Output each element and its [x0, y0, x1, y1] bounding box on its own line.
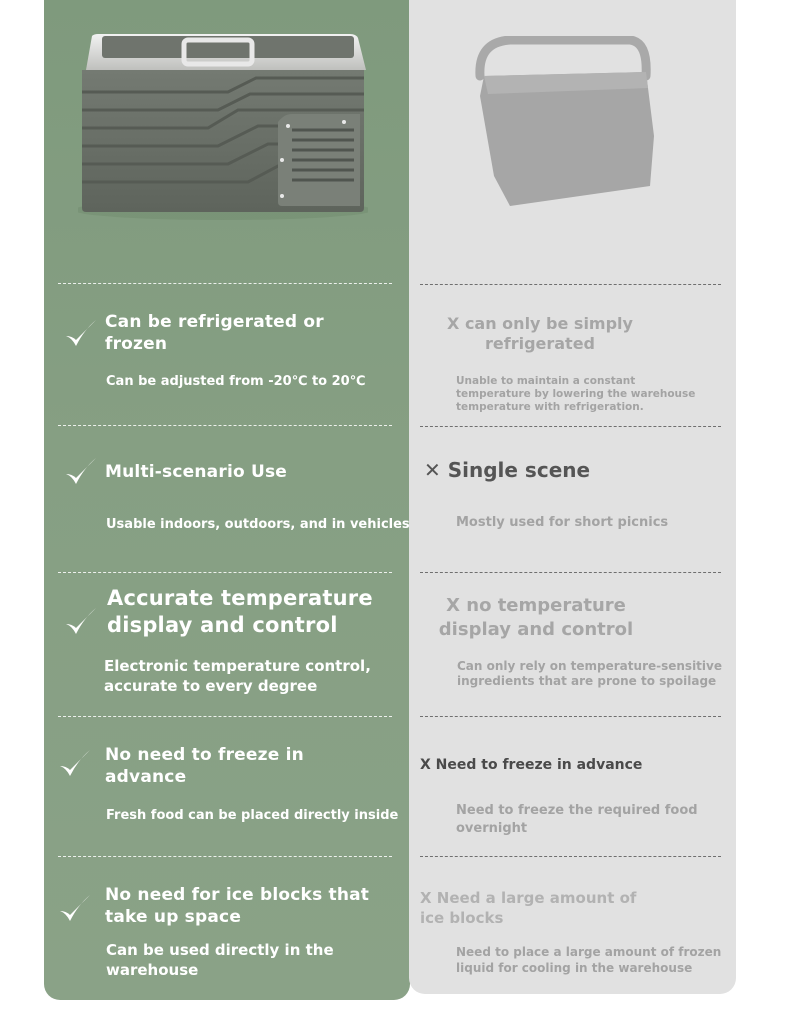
row-divider — [420, 856, 721, 857]
limitation-description: Can only rely on temperature-sensitive ingredients that are prone to spoilage — [457, 659, 722, 688]
limitation-description: Mostly used for short picnics — [456, 515, 669, 530]
limitation-title: X no temperature display and control — [438, 595, 634, 640]
limitation-description: Need to freeze the required food overnight — [456, 803, 698, 836]
row-divider — [420, 716, 721, 717]
row-divider — [58, 716, 392, 717]
row-divider — [420, 284, 721, 285]
row-divider — [420, 426, 721, 427]
x-icon: ✕ — [424, 458, 441, 482]
feature-description: Can be adjusted from -20℃ to 20℃ — [106, 374, 366, 389]
limitation-title — [424, 458, 590, 482]
check-icon — [64, 318, 98, 352]
row-divider — [58, 572, 392, 573]
feature-title: Accurate temperature display and control — [107, 586, 373, 637]
limitation-title: X can only be simply refrigerated — [447, 314, 633, 353]
feature-description: Fresh food can be placed directly inside — [106, 808, 399, 823]
limitation-title: X Need to freeze in advance — [420, 757, 643, 773]
check-icon — [58, 748, 92, 782]
row-divider — [58, 283, 392, 284]
conventional-cooler-image — [470, 36, 660, 211]
limitation-title-text: Single scene — [447, 458, 591, 482]
limitation-description: Need to place a large amount of frozen liquid for cooling in the warehouse — [456, 945, 722, 975]
feature-title: No need to freeze in advance — [105, 745, 304, 787]
feature-title: Multi-scenario Use — [105, 462, 288, 482]
limitation-title: X Need a large amount of ice blocks — [420, 889, 637, 927]
row-divider — [58, 856, 392, 857]
feature-description: Electronic temperature control, accurate to every degree — [104, 657, 371, 695]
limitation-description: Unable to maintain a constant temperature by lowering the warehouse temperature with refrigeration. — [456, 375, 696, 413]
check-icon — [58, 893, 92, 927]
feature-title: No need for ice blocks that take up space — [105, 885, 370, 927]
feature-description: Usable indoors, outdoors, and in vehicles — [106, 517, 410, 532]
row-divider — [58, 425, 392, 426]
row-divider — [420, 572, 721, 573]
electric-cooler-image — [78, 30, 368, 220]
check-icon — [64, 456, 98, 490]
feature-description: Can be used directly in the warehouse — [106, 941, 334, 979]
check-icon — [64, 606, 98, 640]
feature-title: Can be refrigerated or frozen — [105, 312, 324, 354]
